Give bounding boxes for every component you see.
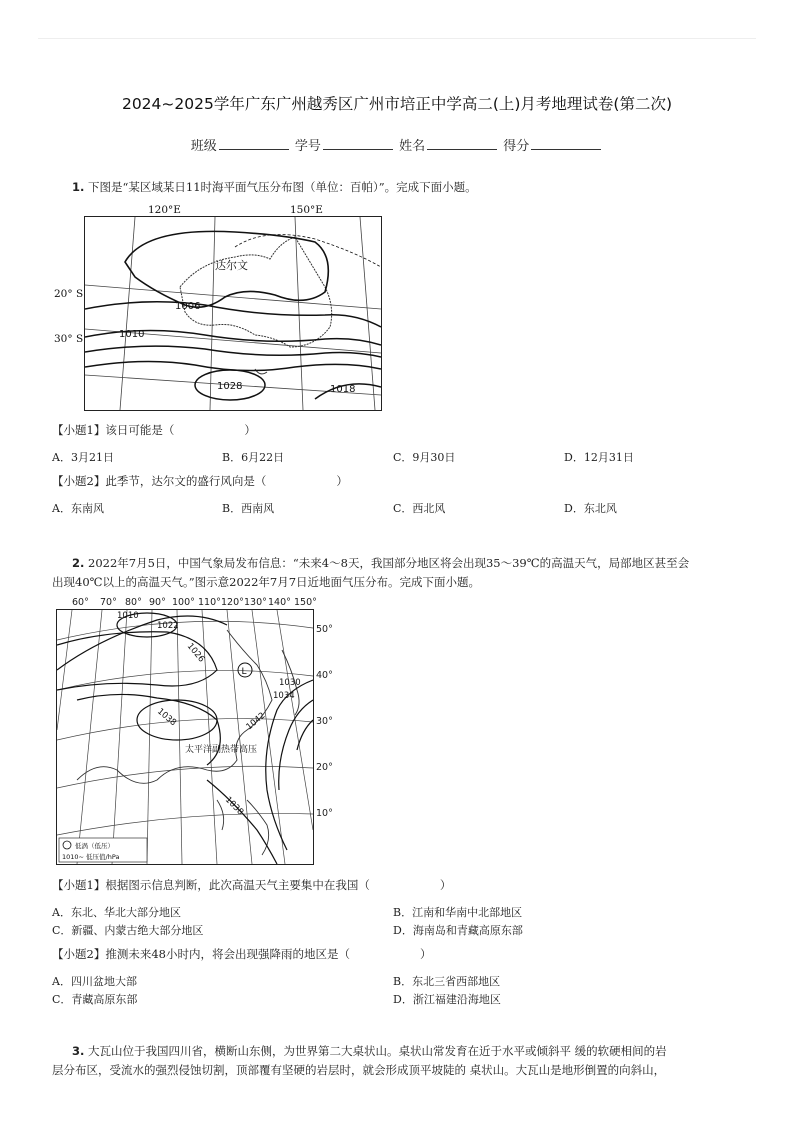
q1-sub1 [52,421,256,440]
q2-sub2-option-d[interactable]: D．浙江福建沿海地区 [393,993,501,1006]
q2-sub1-option-c[interactable]: C．新疆、内蒙古绝大部分地区 [52,924,204,937]
q1-number: 1. [72,180,85,194]
q2-number: 2. [72,556,85,570]
name-field[interactable] [427,137,497,150]
q1-sub2 [52,472,348,491]
q2-lat-50: 50° [316,624,333,635]
q2-high-label: 太平洋副热带高压 [185,745,258,755]
q1-stem [72,178,477,197]
q2-sub1-option-a[interactable]: A．东北、华北大部分地区 [52,906,181,919]
q2-lat-40: 40° [316,670,333,681]
q1-sub1-tag: 【小题1】 [52,423,106,437]
q2-lon-labels [72,597,322,609]
q2-lon-70: 70° [100,597,117,608]
q1-sub1-option-c[interactable]: C．9月30日 [393,451,456,464]
q2-lat-labels [314,620,344,840]
q1-sub2-option-b[interactable]: B．西南风 [222,502,275,515]
q2-legend-low: 低涡（低压） [75,842,114,850]
q1-sub2-close: ） [336,474,348,488]
q2-sub1-text: 根据图示信息判断，此次高温天气主要集中在我国（ [105,878,370,892]
name-label: 姓名 [399,139,426,154]
q2-legend-isobar: 1010~ 低压值/hPa [62,853,120,861]
q1-map-place-darwin: 达尔文 [215,259,248,272]
q1-sub1-option-a[interactable]: A．3月21日 [52,451,114,464]
q2-isobar-label-4: 1030 [279,678,301,688]
q3-stem [52,1042,752,1080]
q2-sub2-tag: 【小题2】 [52,947,106,961]
q2-sub2 [52,945,431,964]
q2-isobar-label-5: 1034 [273,691,295,701]
q1-map-lat1: 20° S [54,288,84,300]
q2-lat-30: 30° [316,716,333,727]
q2-sub1-close: ） [439,878,452,892]
q2-lon-150: 150° [294,597,317,608]
q1-sub2-option-d[interactable]: D．东北风 [564,502,617,515]
q2-sub1-option-d[interactable]: D．海南岛和青藏高原东部 [393,924,523,937]
q1-map-lat2: 30° S [54,333,84,345]
q1-isobar-1010: 1010 [119,329,145,340]
q2-lon-80: 80° [125,597,142,608]
q2-pressure-map [56,609,314,865]
q2-isobar-label-6: 1038 [155,706,179,729]
q1-sub1-text: 该日可能是（ [105,423,175,437]
q2-isobar-label-7: 1042 [244,710,268,733]
q2-lon-90: 90° [149,597,166,608]
page-top-rule [38,38,756,39]
q1-stem-text: 下图是“某区域某日11时海平面气压分布图（单位：百帕）”。完成下面小题。 [88,180,477,194]
q2-lon-100: 100° [172,597,195,608]
q2-lon-140: 140° [268,597,291,608]
class-label: 班级 [190,139,217,154]
q2-sub2-text: 推测未来48小时内，将会出现强降雨的地区是（ [105,947,350,961]
score-label: 得分 [503,139,530,154]
q2-isobar-label-3: 1026 [184,641,207,665]
q1-sub1-option-b[interactable]: B．6月22日 [222,451,285,464]
student-info-row [0,135,794,154]
q2-stem [52,554,752,592]
q2-sub2-option-b[interactable]: B．东北三省西部地区 [393,975,501,988]
q2-sub1 [52,876,451,895]
q2-low-symbol: L [241,667,247,677]
q1-sub2-tag: 【小题2】 [52,474,106,488]
q1-sub1-option-d[interactable]: D．12月31日 [564,451,634,464]
q2-stem-line1: 2022年7月5日，中国气象局发布信息：“未来4～8天，我国部分地区将会出现35～39℃的高温天气，局部地区甚至会 [88,556,690,570]
q2-sub2-close: ） [419,947,432,961]
q1-isobar-1006: 1006 [175,301,201,312]
q1-sub2-text: 此季节，达尔文的盛行风向是（ [105,474,267,488]
score-field[interactable] [531,137,601,150]
q2-lat-10: 10° [316,808,333,819]
q3-line1: 大瓦山位于我国四川省，横断山东侧，为世界第二大桌状山。桌状山常发育在近于水平或倾斜平 缓的软硬相间的岩 [88,1044,667,1058]
q3-line2: 层分布区，受流水的强烈侵蚀切割，顶部覆有坚硬的岩层时，就会形成顶平坡陡的 桌状山。大瓦山是地形倒置的向斜山， [52,1063,666,1077]
number-label: 学号 [294,139,321,154]
q2-stem-line2: 出现40℃以上的高温天气。”图示意2022年7月7日近地面气压分布。完成下面小题。 [52,575,481,589]
q2-lon-110: 110° [198,597,221,608]
class-field[interactable] [219,137,289,150]
q1-sub2-option-c[interactable]: C．西北风 [393,502,446,515]
q1-map-lon1: 120°E [148,204,181,216]
q2-isobar-label-8: 1038 [222,795,246,818]
q2-lat-20: 20° [316,762,333,773]
q2-sub2-option-c[interactable]: C．青藏高原东部 [52,993,138,1006]
q1-sub1-close: ） [244,423,256,437]
number-field[interactable] [323,137,393,150]
q2-sub1-option-b[interactable]: B．江南和华南中北部地区 [393,906,523,919]
page-title: 2024~2025学年广东广州越秀区广州市培正中学高二(上)月考地理试卷(第二次) [121,95,673,113]
q1-pressure-map [84,216,382,411]
q2-sub2-option-a[interactable]: A．四川盆地大部 [52,975,137,988]
q2-isobar-label-1: 1010 [117,611,139,621]
q1-map-svg [85,217,381,410]
q1-map-lon2: 150°E [290,204,323,216]
q2-sub1-tag: 【小题1】 [52,878,106,892]
q2-map-svg [57,610,313,864]
q1-isobar-1028: 1028 [217,381,243,392]
q2-lon-120: 120° [221,597,244,608]
q1-isobar-1018: 1018 [330,384,356,395]
q3-number: 3. [72,1044,85,1058]
q2-isobar-label-2: 1022 [157,621,179,631]
q2-lon-60: 60° [72,597,89,608]
q2-lon-130: 130° [244,597,267,608]
q1-sub2-option-a[interactable]: A．东南风 [52,502,104,515]
